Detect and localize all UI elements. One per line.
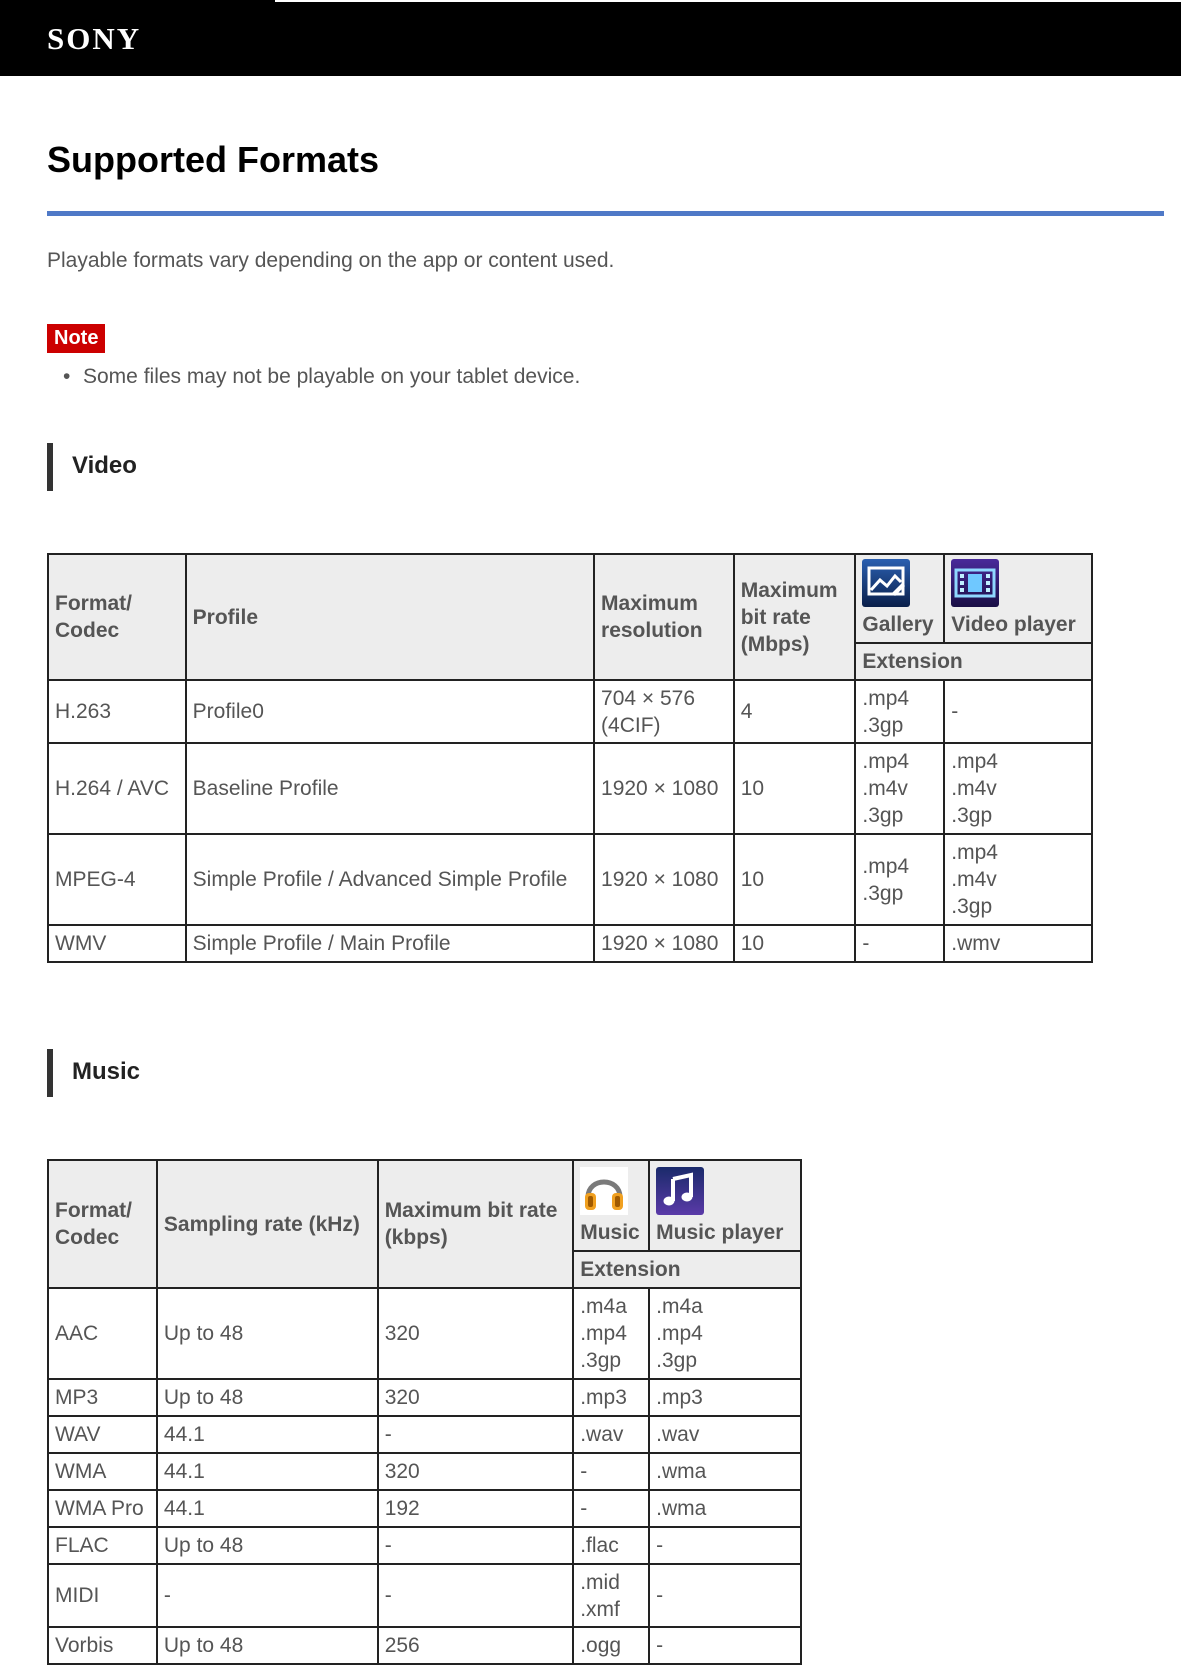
intro-text: Playable formats vary depending on the app or content used. [47,249,615,272]
music-ext-cell: .ogg [573,1627,649,1664]
video-header-extension: Extension [855,643,1092,680]
music-player-ext-cell: .wma [649,1453,801,1490]
bitrate-cell: - [378,1416,574,1453]
video-header-bitrate: Maximum bit rate (Mbps) [734,554,856,680]
music-ext-cell: .mp3 [573,1379,649,1416]
format-cell: WMV [48,925,186,962]
bullet-icon: • [63,365,71,388]
music-ext-cell: .wav [573,1416,649,1453]
table-row [48,1288,801,1379]
video-header-format: Format/ Codec [48,554,186,680]
format-cell: AAC [48,1288,157,1379]
resolution-cell: 1920 × 1080 [594,925,734,962]
sampling-cell: Up to 48 [157,1379,378,1416]
note-badge: Note [47,324,105,353]
video-header-profile: Profile [186,554,594,680]
bitrate-cell: 192 [378,1490,574,1527]
format-cell: MP3 [48,1379,157,1416]
video-player-ext-cell: .mp4 .m4v .3gp [944,743,1092,834]
format-cell: H.263 [48,680,186,743]
format-cell: WMA [48,1453,157,1490]
table-row [48,743,1092,834]
music-header-music-player [649,1160,801,1251]
sampling-cell: Up to 48 [157,1627,378,1664]
music-header-extension: Extension [573,1251,801,1288]
bitrate-cell: - [378,1527,574,1564]
table-row [48,1527,801,1564]
music-player-ext-cell: - [649,1564,801,1627]
table-row [48,1379,801,1416]
sampling-cell: 44.1 [157,1453,378,1490]
music-player-ext-cell: - [649,1527,801,1564]
note-text: Some files may not be playable on your tablet device. [83,365,581,388]
video-player-ext-cell: .mp4 .m4v .3gp [944,834,1092,925]
gallery-icon [862,559,910,607]
format-cell: FLAC [48,1527,157,1564]
table-row [48,1416,801,1453]
gallery-label: Gallery [862,613,934,636]
bitrate-cell: 320 [378,1453,574,1490]
profile-cell: Baseline Profile [186,743,594,834]
music-player-ext-cell: .wma [649,1490,801,1527]
video-player-icon [951,559,999,607]
music-formats-table [47,1159,802,1665]
music-header-sampling: Sampling rate (kHz) [157,1160,378,1288]
bitrate-cell: - [378,1564,574,1627]
gallery-ext-cell: .mp4 .3gp [855,680,944,743]
table-row [48,1453,801,1490]
sampling-cell: Up to 48 [157,1288,378,1379]
bitrate-cell: 320 [378,1288,574,1379]
table-row [48,680,1092,743]
music-header-music [573,1160,649,1251]
profile-cell: Simple Profile / Advanced Simple Profile [186,834,594,925]
table-row [48,1490,801,1527]
table-row [48,925,1092,962]
sampling-cell: 44.1 [157,1490,378,1527]
music-player-ext-cell: .m4a .mp4 .3gp [649,1288,801,1379]
format-cell: MPEG-4 [48,834,186,925]
resolution-cell: 1920 × 1080 [594,743,734,834]
gallery-ext-cell: - [855,925,944,962]
music-headphones-icon [580,1167,628,1215]
table-row [48,1627,801,1664]
table-row [48,834,1092,925]
profile-cell: Simple Profile / Main Profile [186,925,594,962]
sony-logo[interactable]: SONY [47,21,142,56]
table-row [48,1564,801,1627]
music-ext-cell: .flac [573,1527,649,1564]
music-ext-cell: .m4a .mp4 .3gp [573,1288,649,1379]
music-player-label: Music player [656,1221,784,1244]
gallery-ext-cell: .mp4 .3gp [855,834,944,925]
header-hairline [275,0,1181,2]
video-header-video-player [944,554,1092,643]
bitrate-cell: 4 [734,680,856,743]
resolution-cell: 704 × 576 (4CIF) [594,680,734,743]
music-section-heading: Music [47,1049,140,1097]
title-divider [47,211,1164,216]
video-player-label: Video player [951,613,1076,636]
music-ext-cell: - [573,1453,649,1490]
page-title: Supported Formats [47,139,380,180]
sampling-cell: - [157,1564,378,1627]
format-cell: Vorbis [48,1627,157,1664]
music-ext-cell: .mid .xmf [573,1564,649,1627]
music-ext-cell: - [573,1490,649,1527]
music-player-note-icon [656,1167,704,1215]
format-cell: WMA Pro [48,1490,157,1527]
video-header-resolution: Maximum resolution [594,554,734,680]
gallery-ext-cell: .mp4 .m4v .3gp [855,743,944,834]
music-header-bitrate: Maximum bit rate (kbps) [378,1160,574,1288]
music-player-ext-cell: - [649,1627,801,1664]
video-player-ext-cell: - [944,680,1092,743]
video-player-ext-cell: .wmv [944,925,1092,962]
bitrate-cell: 10 [734,925,856,962]
bitrate-cell: 320 [378,1379,574,1416]
music-header-format: Format/ Codec [48,1160,157,1288]
music-label: Music [580,1221,640,1244]
bitrate-cell: 256 [378,1627,574,1664]
music-player-ext-cell: .wav [649,1416,801,1453]
bitrate-cell: 10 [734,834,856,925]
bitrate-cell: 10 [734,743,856,834]
format-cell: MIDI [48,1564,157,1627]
resolution-cell: 1920 × 1080 [594,834,734,925]
music-player-ext-cell: .mp3 [649,1379,801,1416]
video-header-gallery [855,554,944,643]
sampling-cell: 44.1 [157,1416,378,1453]
video-formats-table [47,553,1093,963]
profile-cell: Profile0 [186,680,594,743]
video-section-heading: Video [47,443,137,491]
header-bar [0,0,1181,76]
format-cell: WAV [48,1416,157,1453]
format-cell: H.264 / AVC [48,743,186,834]
sampling-cell: Up to 48 [157,1527,378,1564]
